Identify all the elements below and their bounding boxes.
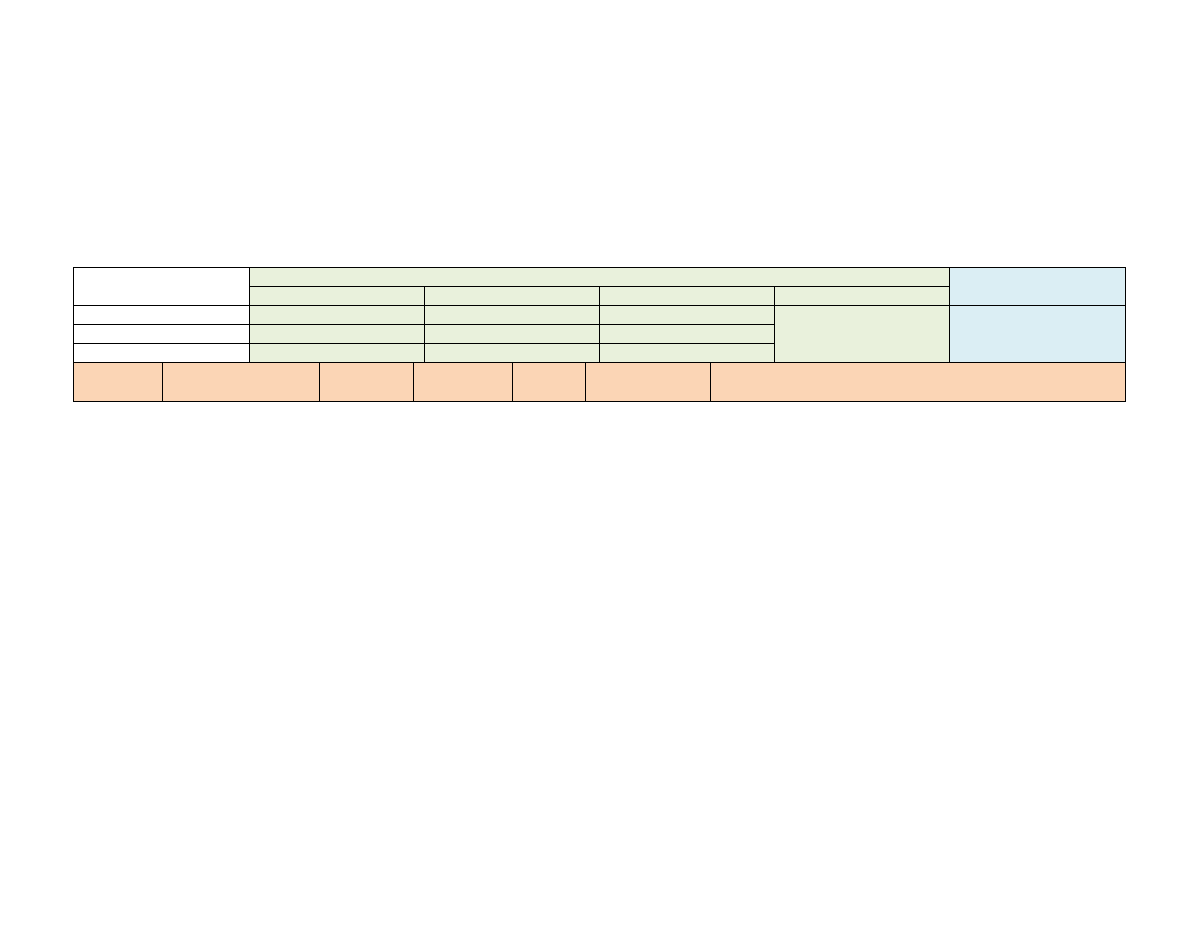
summary-cell: [600, 344, 775, 363]
summary-total-value: [775, 306, 950, 363]
summary-cell: [250, 325, 425, 344]
summary-cell: [600, 306, 775, 325]
summary-col-ca3: [600, 287, 775, 306]
summary-cell: [425, 325, 600, 344]
summary-row-label: [74, 325, 250, 344]
end-examination-title: [950, 268, 1126, 306]
summary-col-ca2: [425, 287, 600, 306]
summary-cell: [425, 306, 600, 325]
summary-empty-cell: [74, 268, 250, 306]
summary-end-marks-value: [950, 306, 1126, 363]
header-exam-marks: [513, 363, 586, 402]
header-portions: [320, 363, 414, 402]
summary-cell: [425, 344, 600, 363]
summary-col-ca1: [250, 287, 425, 306]
header-converted-to: [586, 363, 711, 402]
internal-assessment-title: [250, 268, 950, 287]
header-assessment: [74, 363, 163, 402]
header-mode: [163, 363, 320, 402]
summary-row-label: [74, 306, 250, 325]
summary-table: [73, 267, 1126, 363]
detail-table: [73, 362, 1126, 402]
summary-cell: [250, 306, 425, 325]
summary-cell: [250, 344, 425, 363]
summary-col-total: [775, 287, 950, 306]
summary-cell: [600, 325, 775, 344]
summary-row-label: [74, 344, 250, 363]
header-duration: [414, 363, 513, 402]
header-mark-split-up: [711, 363, 1126, 402]
